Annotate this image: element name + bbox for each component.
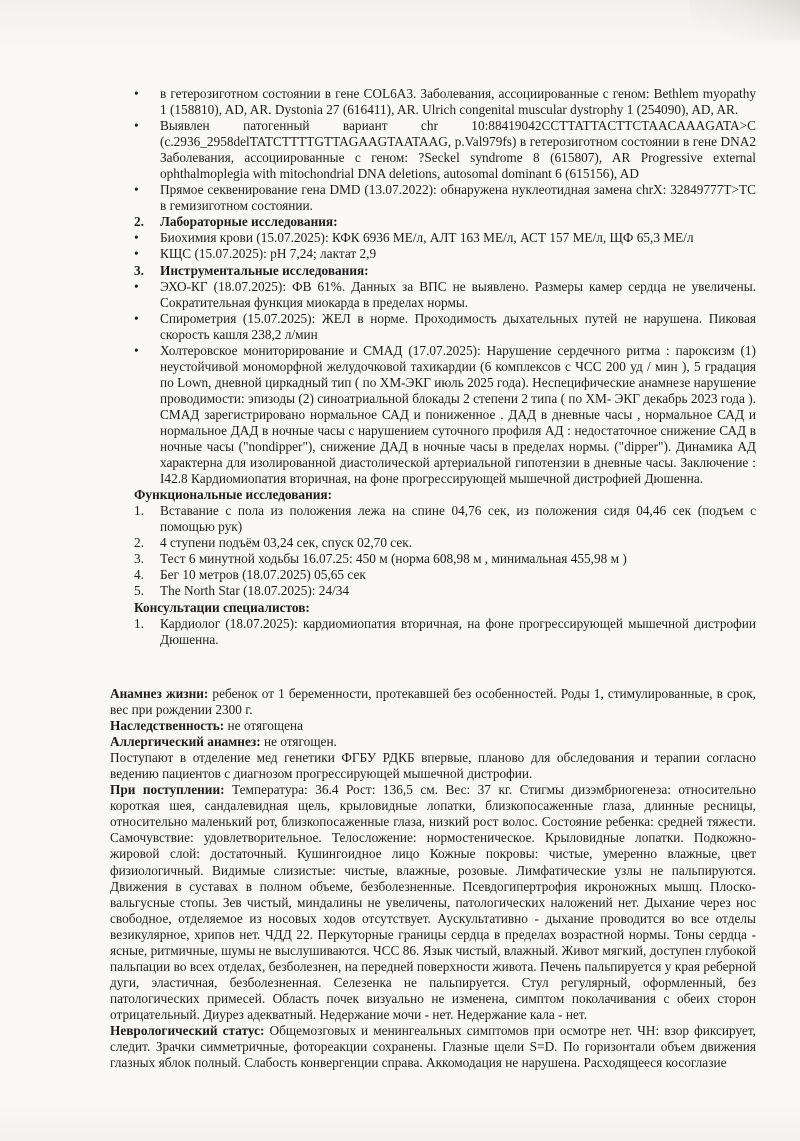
neuro-paragraph: Неврологический статус: Общемозговых и менингеальных симптомов при осмотре нет. ЧН: взор фиксирует, следит. Зрачки симметричные, фотореакции сохранены. Глазные щели S=D. По горизонтали объем движения глазных яблок полный. Слабость конвергенции справа. Аккомодация не нарушена. Расходящееся косоглазие: [110, 1022, 756, 1071]
func-heading: Функциональные исследования:: [134, 487, 333, 503]
bullet-icon: •: [134, 246, 139, 262]
func-item-1: 1. Вставание с пола из положения лежа на спине 04,76 сек, из положения сидя 04,46 сек (подъем с помощью рук): [134, 503, 756, 535]
bullet-icon: •: [134, 342, 139, 358]
page-corner-shadow: [690, 0, 800, 40]
lab-item-2: • КЩС (15.07.2025): pH 7,24; лактат 2,9: [134, 246, 377, 262]
lab-item-1: • Биохимия крови (15.07.2025): КФК 6936 МЕ/л, АЛТ 163 МЕ/л, АСТ 157 МЕ/л, ЩФ 65,3 МЕ/л: [134, 230, 694, 246]
instr-heading: 3. Инструментальные исследования:: [134, 262, 369, 278]
genetics-item-3: • Прямое секвенирование гена DMD (13.07.2022): обнаружена нуклеотидная замена chrX: 32849777T>TC в гемизиготном состоянии.: [134, 182, 756, 214]
allergy-paragraph: Аллергический анамнез: не отягощен.: [110, 734, 337, 750]
func-item-2: 2. 4 ступени подъём 03,24 сек, спуск 02,70 сек.: [134, 535, 413, 551]
bullet-icon: •: [134, 86, 139, 101]
instr-item-3: • Холтеровское мониторирование и СМАД (17.07.2025): Нарушение сердечного ритма : пароксизм (1) неустойчивой мономорфной желудочковой тахикардии (6 комплексов с ЧСС 200 уд / мин ), 5 градация по Lown, дневной циркадный тип ( по ХМ-ЭКГ июль 2025 года). Неспецифические анамнезе нарушение проводимости: эпизоды (2) синоатриальной блокады 2 степени 2 типа ( по ХМ- ЭКГ декабрь 2023 года ). СМАД зарегистрировано нормальное САД и пониженное . ДАД в дневные часы , нормальное САД и нормальное ДАД в ночные часы с нарушением суточного профиля АД : недостаточное снижение САД в ночные часы ("nondipper"), снижение ДАД в ночные часы в пределах нормы. ("dipper"). Динамика АД характерна для изолированной диастолической артериальной гипотензии в дневные часы. Заключение : I42.8 Кардиомиопатия вторичная, на фоне прогрессирующей мышечной дистрофией Дюшенна.: [134, 342, 756, 487]
bullet-icon: •: [134, 310, 139, 326]
genetics-item-1: • в гетерозиготном состоянии в гене COL6A3. Заболевания, ассоциированные с геном: Bethlem myopathy 1 (158810), AD, AR. Dystonia 27 (616411), AR. Ulrich congenital muscular dystrophy 1 (254090), AD, AR.: [134, 86, 756, 118]
anamnesis-paragraph: Анамнез жизни: ребенок от 1 беременности, протекавшей без особенностей. Роды 1, стимулированные, в срок, вес при рождении 2300 г.: [110, 686, 756, 718]
instr-item-2: • Спирометрия (15.07.2025): ЖЕЛ в норме. Проходимость дыхательных путей не нарушена. Пиковая скорость кашля 238,2 л/мин: [134, 310, 756, 342]
bullet-icon: •: [134, 182, 139, 198]
instr-item-1: • ЭХО-КГ (18.07.2025): ФВ 61%. Данных за ВПС не выявлено. Размеры камер сердца не увеличены. Сократительная функция миокарда в пределах нормы.: [134, 278, 756, 310]
document-content: [110, 86, 756, 648]
func-item-5: 5. The North Star (18.07.2025): 24/34: [134, 583, 350, 599]
bullet-icon: •: [134, 118, 139, 134]
consult-heading: Консультации специалистов:: [134, 599, 310, 615]
consult-item-1: 1. Кардиолог (18.07.2025): кардиомиопатия вторичная, на фоне прогрессирующей мышечной дистрофии Дюшенна.: [134, 615, 756, 647]
func-item-3: 3. Тест 6 минутной ходьбы 16.07.25: 450 м (норма 608,98 м , минимальная 455,98 м ): [134, 551, 627, 567]
heredity-paragraph: Наследственность: не отягощена: [110, 718, 304, 734]
func-item-4: 4. Бег 10 метров (18.07.2025) 05,65 сек: [134, 567, 366, 583]
on-admission-paragraph: При поступлении: Температура: 36.4 Рост: 136,5 см. Вес: 37 кг. Стигмы дизэмбриогенеза: относительно короткая шея, сандалевидная щель, крыловидные лопатки, близкопосаженные глаза, длинные ресницы, относительно маленький рот, близкопосаженные глаза, низкий рост волос. Состояние ребенка: средней тяжести. Самочувствие: удовлетворительное. Телосложение: нормостеническое. Крыловидные лопатки. Подкожно-жировой слой: достаточный. Кушингоидное лицо Кожные покровы: чистые, умеренно влажные, цвет физиологичный. Видимые слизистые: чистые, влажные, розовые. Лимфатические узлы не пальпируются. Движения в суставах в полном объеме, безболезненные. Псевдогипертрофия икроножных мышц. Плоско-вальгусные стопы. Зев чистый, миндалины не увеличены, патологических наложений нет. Дыхание через нос свободное, отделяемое из носовых ходов отсутствует. Аускультативно - дыхание проводится во все отделы везикулярное, хрипов нет. ЧДД 22. Перкуторные границы сердца в пределах возрастной нормы. Тоны сердца - ясные, ритмичные, шумы не выслушиваются. ЧСС 86. Язык чистый, влажный. Живот мягкий, доступен глубокой пальпации во всех отделах, безболезнен, на передней поверхности живота. Печень пальпируется у края реберной дуги, эластичная, безболезненная. Селезенка не пальпируется. Стул регулярный, оформленный, без патологических примесей. Область почек визуально не изменена, симптом поколачивания с обеих сторон отрицательный. Диурез адекватный. Недержание мочи - нет. Недержание кала - нет.: [110, 782, 757, 1022]
genetics-item-2: • Выявлен патогенный вариант chr 10:88419042CCTTATTACTTCTAACAAAGATA>C (c.2936_2958delTATCTTTTGTTAGAAGTAATAAG, p.Val979fs) в гетерозиготном состоянии в гене DNA2 Заболевания, ассоциированные с геном: ?Seckel syndrome 8 (615807), AR Progressive external ophthalmoplegia with mitochondrial DNA deletions, autosomal dominant 6 (615156), AD: [134, 118, 756, 182]
bullet-icon: •: [134, 230, 139, 246]
admission-paragraph: Поступают в отделение мед генетики ФГБУ РДКБ впервые, планово для обследования и терапии согласно ведению пациентов с диагнозом прогрессирующей мышечной дистрофии.: [110, 750, 756, 782]
bullet-icon: •: [134, 278, 139, 294]
anamnesis-section: [110, 686, 756, 1071]
lab-heading: 2. Лабораторные исследования:: [134, 214, 338, 230]
